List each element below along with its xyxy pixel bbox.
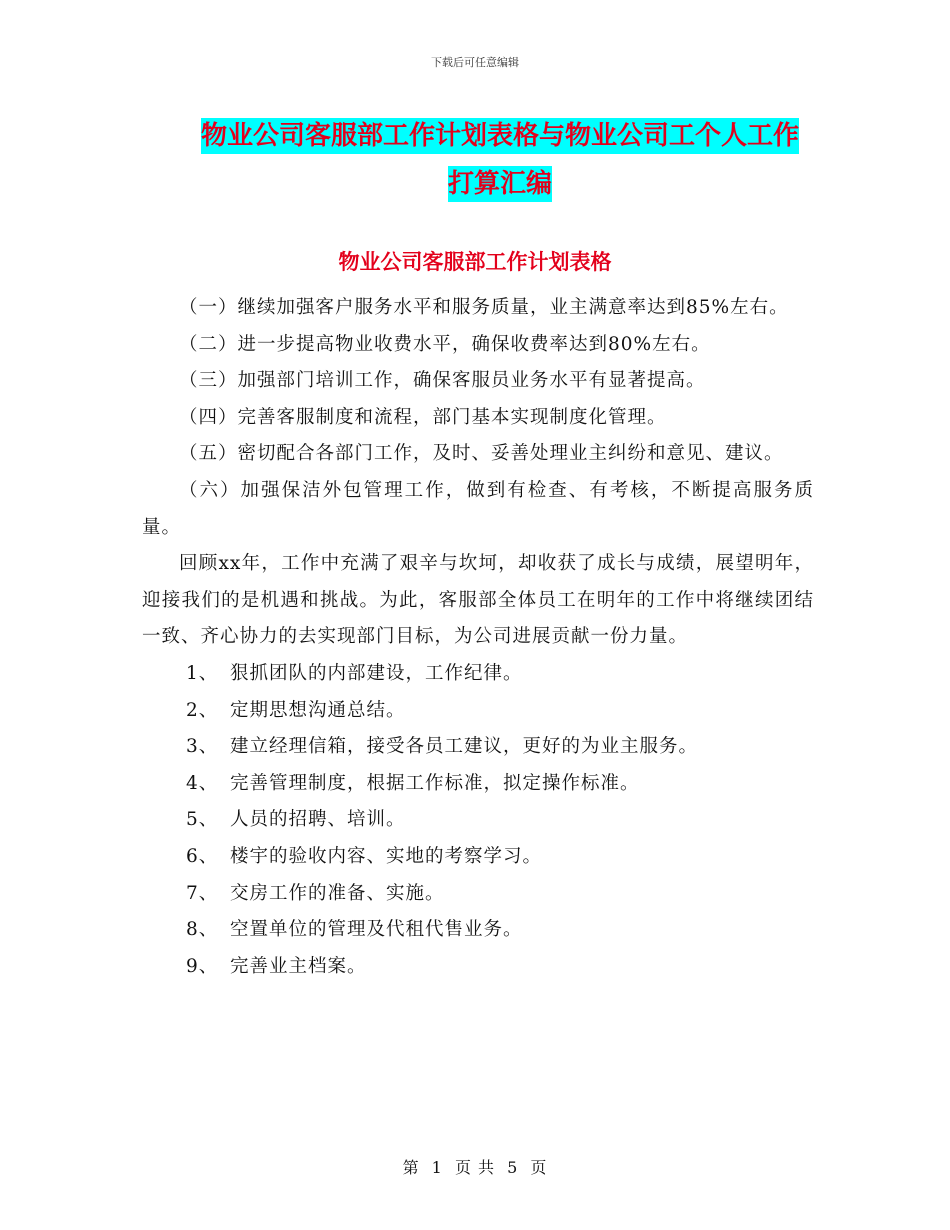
footer-suffix: 页 xyxy=(530,1158,548,1177)
list-text: 狠抓团队的内部建设，工作纪律。 xyxy=(230,662,523,684)
list-item xyxy=(142,766,814,803)
document-body xyxy=(142,290,814,985)
list-number: 8、 xyxy=(186,919,219,941)
page-header: 下载后可任意编辑 xyxy=(431,56,519,69)
paragraph: 回顾xx年，工作中充满了艰辛与坎坷，却收获了成长与成绩，展望明年，迎接我们的是机遇和挑战。为此，客服部全体员工在明年的工作中将继续团结一致、齐心协力的去实现部门目标，为公司进展贡献一份力量。 xyxy=(142,553,814,648)
paragraph: （四）完善客服制度和流程，部门基本实现制度化管理。 xyxy=(179,406,667,428)
footer-middle: 页 共 xyxy=(454,1158,496,1177)
list-number: 3、 xyxy=(186,736,219,758)
title-line-2: 打算汇编 xyxy=(448,166,552,202)
section-title: 物业公司客服部工作计划表格 xyxy=(338,250,612,274)
list-item xyxy=(142,729,814,766)
list-text: 完善业主档案。 xyxy=(230,955,367,977)
list-text: 建立经理信箱，接受各员工建议，更好的为业主服务。 xyxy=(230,736,699,758)
list-item xyxy=(142,876,814,913)
paragraph: （三）加强部门培训工作，确保客服员业务水平有显著提高。 xyxy=(179,370,706,392)
document-title xyxy=(140,112,860,208)
list-item xyxy=(142,949,814,986)
list-number: 5、 xyxy=(186,809,219,831)
list-text: 人员的招聘、培训。 xyxy=(230,809,406,831)
footer-prefix: 第 xyxy=(402,1158,420,1177)
list-item xyxy=(142,656,814,693)
list-item xyxy=(142,839,814,876)
list-number: 9、 xyxy=(186,955,219,977)
list-item xyxy=(142,693,814,730)
list-text: 楼宇的验收内容、实地的考察学习。 xyxy=(230,845,543,867)
paragraph: （一）继续加强客户服务水平和服务质量，业主满意率达到85%左右。 xyxy=(179,297,789,318)
list-item xyxy=(142,912,814,949)
title-line-1: 物业公司客服部工作计划表格与物业公司工个人工作 xyxy=(201,118,799,154)
list-number: 1、 xyxy=(186,662,219,684)
list-text: 交房工作的准备、实施。 xyxy=(230,882,445,904)
list-text: 空置单位的管理及代租代售业务。 xyxy=(230,919,523,941)
list-item xyxy=(142,802,814,839)
paragraph: （五）密切配合各部门工作，及时、妥善处理业主纠纷和意见、建议。 xyxy=(179,443,784,465)
list-number: 4、 xyxy=(186,772,219,794)
page-number: 1 xyxy=(431,1158,443,1177)
list-number: 7、 xyxy=(186,882,219,904)
total-pages: 5 xyxy=(507,1158,519,1177)
paragraph: （二）进一步提高物业收费水平，确保收费率达到80%左右。 xyxy=(179,333,711,355)
list-number: 6、 xyxy=(186,845,219,867)
list-text: 完善管理制度，根据工作标准，拟定操作标准。 xyxy=(230,772,640,794)
paragraph: （六）加强保洁外包管理工作，做到有检查、有考核，不断提高服务质量。 xyxy=(142,479,814,538)
page-footer xyxy=(0,1155,950,1178)
list-number: 2、 xyxy=(186,699,219,721)
list-text: 定期思想沟通总结。 xyxy=(230,699,406,721)
